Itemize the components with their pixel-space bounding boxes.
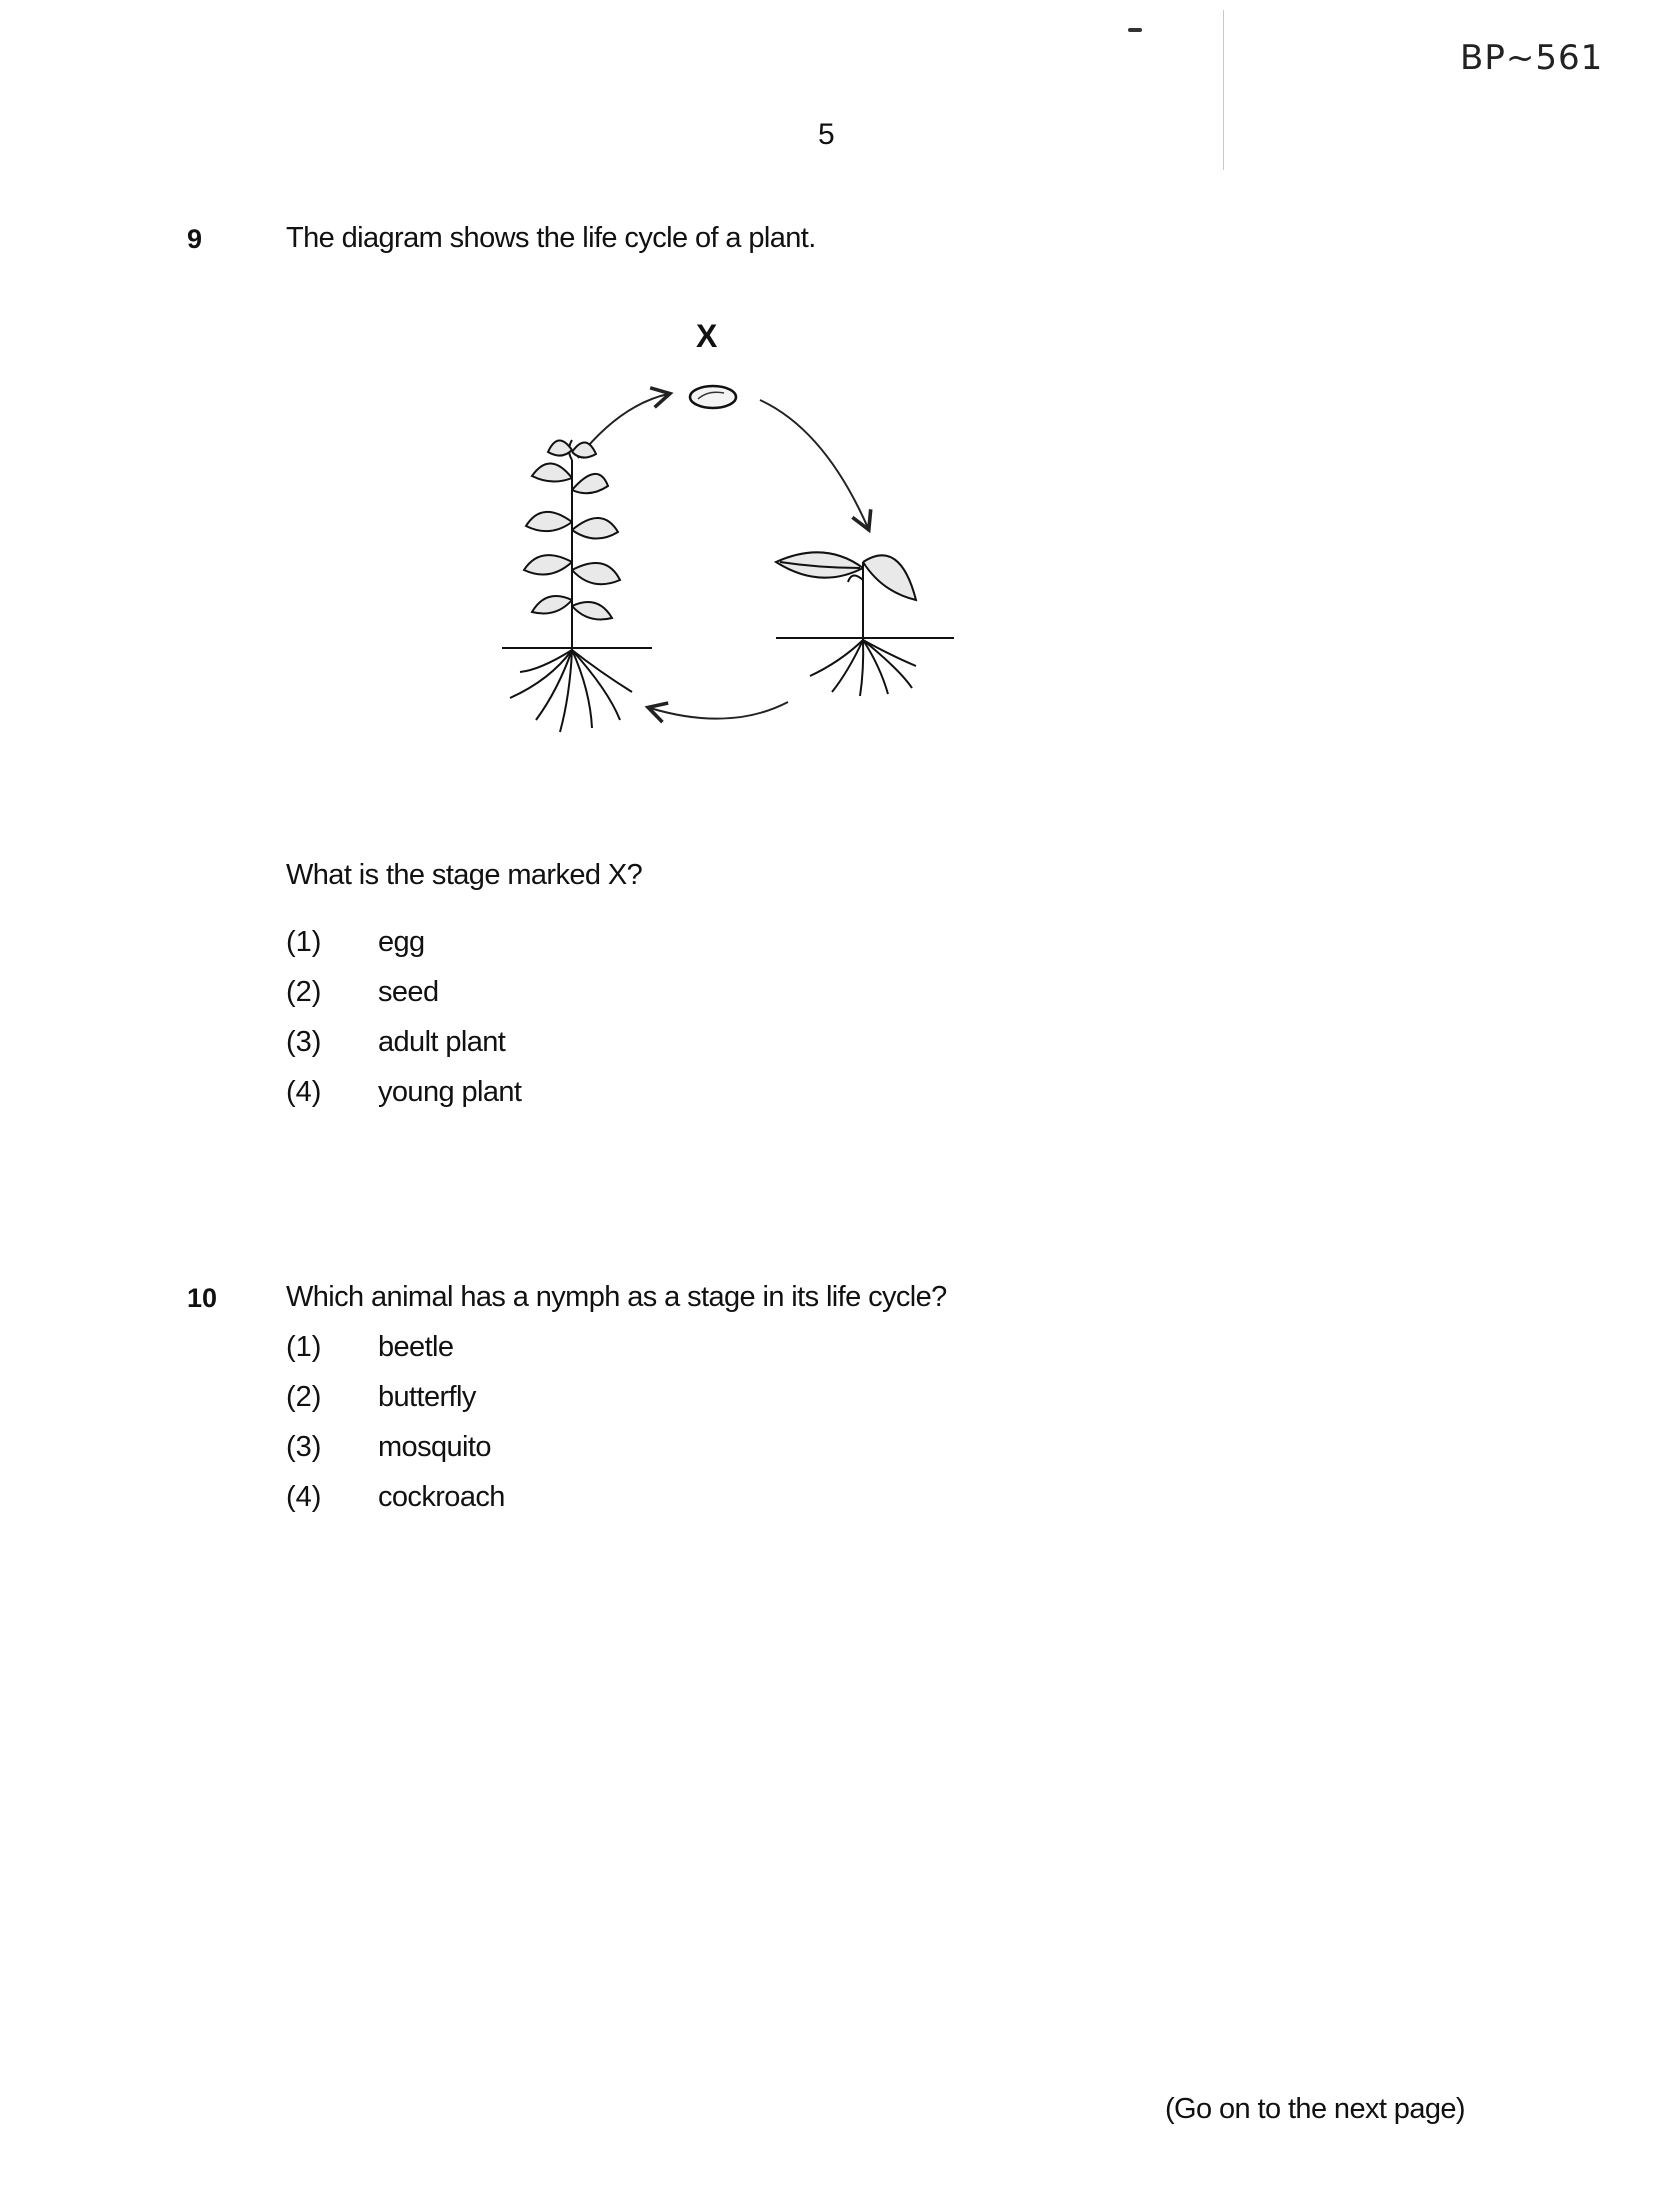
seed-icon [690, 386, 736, 408]
question-9-prompt: What is the stage marked X? [286, 859, 643, 891]
q10-option-1-number: (1) [286, 1331, 322, 1363]
next-page-note: (Go on to the next page) [1165, 2093, 1465, 2125]
arrow-seed-to-young [760, 400, 868, 528]
arrow-young-to-adult [650, 702, 788, 719]
q9-option-1-number: (1) [286, 926, 322, 958]
q9-option-3-label: adult plant [378, 1026, 506, 1058]
question-9-stem: The diagram shows the life cycle of a plant. [286, 222, 816, 254]
q10-option-1-label: beetle [378, 1331, 454, 1363]
q10-option-2-label: butterfly [378, 1381, 476, 1413]
q9-option-4-number: (4) [286, 1076, 322, 1108]
scan-mark [1128, 28, 1142, 32]
diagram-label-x: X [696, 318, 718, 354]
question-10-number: 10 [187, 1283, 218, 1313]
plant-life-cycle-diagram [480, 300, 1000, 770]
q10-option-3-label: mosquito [378, 1431, 491, 1463]
q10-option-3-number: (3) [286, 1431, 322, 1463]
q10-option-2-number: (2) [286, 1381, 322, 1413]
margin-line [1223, 10, 1224, 170]
q9-option-3-number: (3) [286, 1026, 322, 1058]
q9-option-4-label: young plant [378, 1076, 522, 1108]
q10-option-4-number: (4) [286, 1481, 322, 1513]
q10-option-4-label: cockroach [378, 1481, 505, 1513]
q9-option-2-number: (2) [286, 976, 322, 1008]
adult-plant-icon [502, 440, 652, 732]
page-number: 5 [818, 118, 835, 151]
q9-option-1-label: egg [378, 926, 425, 958]
question-9-number: 9 [187, 224, 203, 254]
question-10-stem: Which animal has a nymph as a stage in its life cycle? [286, 1281, 947, 1313]
young-plant-icon [776, 552, 954, 696]
q9-option-2-label: seed [378, 976, 439, 1008]
document-code: BP~561 [1460, 38, 1604, 78]
